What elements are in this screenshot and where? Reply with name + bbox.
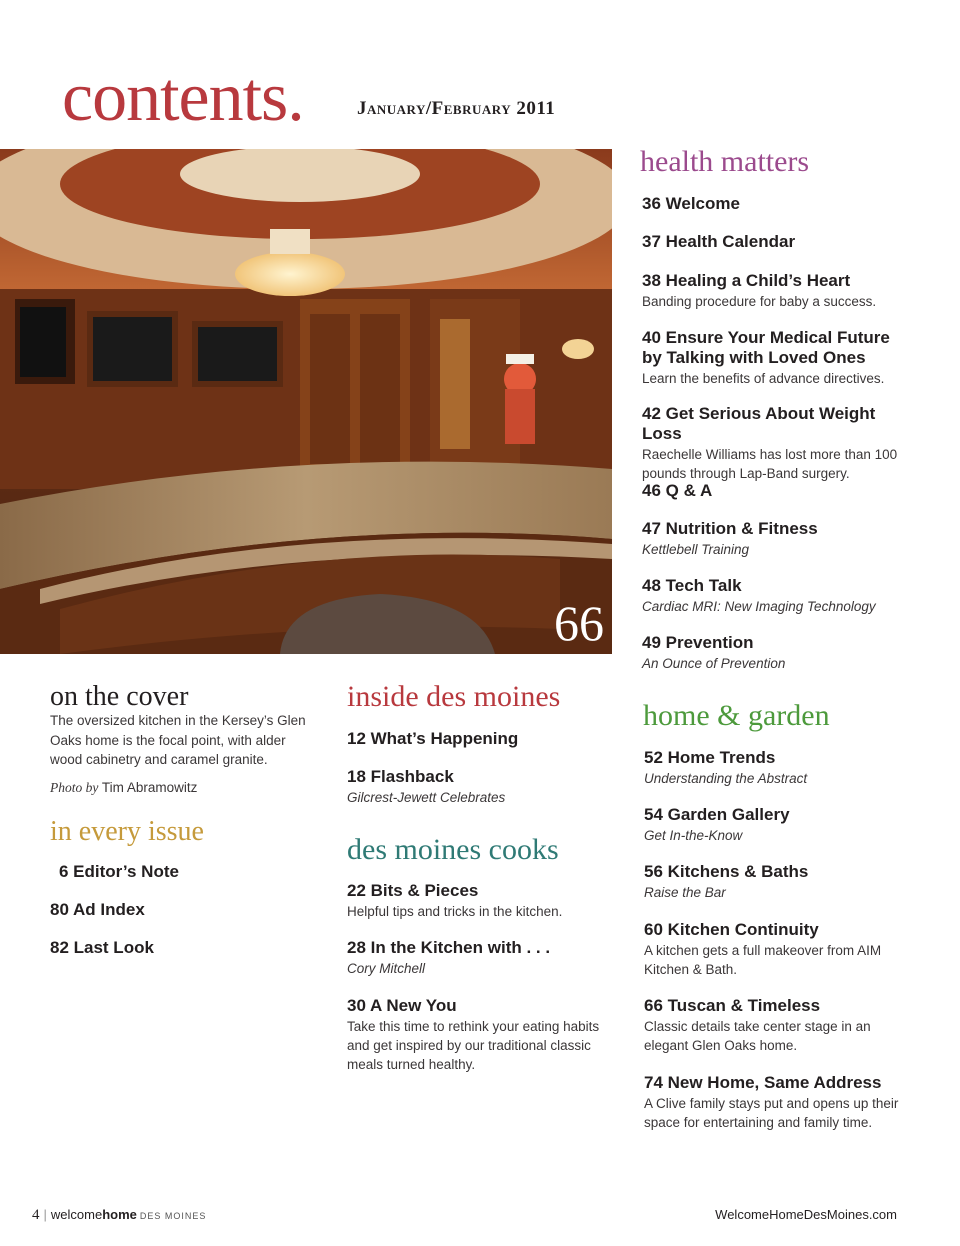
toc-entry[interactable] bbox=[347, 881, 617, 921]
toc-entry-title: 6 Editor’s Note bbox=[59, 862, 179, 881]
toc-entry-title: 12 What’s Happening bbox=[347, 729, 519, 748]
toc-entry-title: 30 A New You bbox=[347, 996, 457, 1015]
toc-entry-title: 37 Health Calendar bbox=[642, 232, 796, 251]
footer-divider: | bbox=[43, 1207, 47, 1222]
toc-entry-description: Understanding the Abstract bbox=[644, 771, 808, 786]
toc-entry-title: 38 Healing a Child’s Heart bbox=[642, 271, 851, 290]
brand-home: home bbox=[102, 1207, 137, 1222]
toc-entry[interactable] bbox=[642, 271, 912, 311]
toc-entry-description: Take this time to rethink your eating habits and get inspired by our traditional classic meals turned healthy. bbox=[347, 1019, 600, 1072]
toc-entry-description: Learn the benefits of advance directives. bbox=[642, 371, 885, 386]
toc-entry[interactable] bbox=[644, 1073, 906, 1132]
website-link[interactable]: WelcomeHomeDesMoines.com bbox=[715, 1207, 897, 1222]
toc-entry[interactable] bbox=[642, 232, 912, 252]
toc-entry-title: 54 Garden Gallery bbox=[644, 805, 790, 824]
toc-entry-description: Cory Mitchell bbox=[347, 961, 426, 976]
toc-entry-title: 22 Bits & Pieces bbox=[347, 881, 479, 900]
toc-entry[interactable] bbox=[347, 767, 617, 807]
toc-entry-description: Raechelle Williams has lost more than 100 pounds through Lap-Band surgery. bbox=[642, 447, 898, 481]
toc-entry[interactable] bbox=[644, 862, 914, 902]
cover-description: The oversized kitchen in the Kersey’s Glen Oaks home is the focal point, with alder wood cabinetry and caramel granite. bbox=[50, 713, 306, 767]
toc-entry-description: Classic details take center stage in an elegant Glen Oaks home. bbox=[644, 1019, 871, 1053]
toc-entry-title: 52 Home Trends bbox=[644, 748, 776, 767]
toc-entry-title: 48 Tech Talk bbox=[642, 576, 742, 595]
toc-entry[interactable] bbox=[642, 576, 912, 616]
toc-entry-title: 46 Q & A bbox=[642, 481, 713, 500]
toc-entry[interactable] bbox=[50, 900, 320, 920]
section-title-in-every-issue: in every issue bbox=[50, 816, 204, 847]
kitchen-illustration bbox=[0, 149, 612, 654]
toc-entry-description: A kitchen gets a full makeover from AIM Kitchen & Bath. bbox=[644, 943, 882, 977]
toc-entry-title: 82 Last Look bbox=[50, 938, 154, 957]
toc-entry-description: An Ounce of Prevention bbox=[642, 656, 786, 671]
toc-entry[interactable] bbox=[347, 729, 617, 749]
toc-entry-title: 60 Kitchen Continuity bbox=[644, 920, 819, 939]
toc-entry-title: 47 Nutrition & Fitness bbox=[642, 519, 818, 538]
toc-entry-description: Cardiac MRI: New Imaging Technology bbox=[642, 599, 876, 614]
toc-entry-description: Gilcrest-Jewett Celebrates bbox=[347, 790, 506, 805]
toc-entry[interactable] bbox=[644, 920, 902, 979]
toc-entry[interactable] bbox=[644, 996, 894, 1055]
toc-entry-description: Banding procedure for baby a success. bbox=[642, 294, 877, 309]
photo-credit-name: Tim Abramowitz bbox=[101, 780, 198, 795]
photo-credit bbox=[50, 780, 197, 796]
toc-entry-title: 56 Kitchens & Baths bbox=[644, 862, 809, 881]
toc-entry-title: 40 Ensure Your Medical Future by Talking with Loved Ones bbox=[642, 328, 890, 367]
toc-entry[interactable] bbox=[644, 748, 914, 788]
toc-entry[interactable] bbox=[642, 404, 904, 483]
toc-entry[interactable] bbox=[642, 328, 904, 388]
page-title: contents. bbox=[62, 59, 304, 136]
toc-entry-description: Raise the Bar bbox=[644, 885, 726, 900]
toc-entry-title: 42 Get Serious About Weight Loss bbox=[642, 404, 876, 443]
cover-photo bbox=[0, 149, 612, 654]
issue-date: January/February 2011 bbox=[357, 98, 556, 119]
page-number: 4 bbox=[32, 1207, 40, 1223]
toc-entry[interactable] bbox=[644, 805, 914, 845]
toc-entry[interactable] bbox=[59, 862, 329, 882]
toc-entry-title: 36 Welcome bbox=[642, 194, 740, 213]
toc-entry-title: 28 In the Kitchen with . . . bbox=[347, 938, 551, 957]
toc-entry[interactable] bbox=[347, 938, 617, 978]
toc-entry-title: 80 Ad Index bbox=[50, 900, 145, 919]
toc-entry-title: 66 Tuscan & Timeless bbox=[644, 996, 821, 1015]
toc-entry[interactable] bbox=[347, 996, 615, 1074]
toc-entry[interactable] bbox=[642, 194, 912, 214]
toc-entry[interactable] bbox=[642, 519, 912, 559]
section-title-home-garden: home & garden bbox=[643, 699, 830, 732]
toc-entry-description: A Clive family stays put and opens up their space for entertaining and family time. bbox=[644, 1096, 899, 1130]
toc-entry-description: Kettlebell Training bbox=[642, 542, 750, 557]
toc-entry-description: Get In-the-Know bbox=[644, 828, 743, 843]
section-title-on-the-cover: on the cover bbox=[50, 681, 189, 712]
toc-entry[interactable] bbox=[642, 481, 912, 501]
cover-page-number: 66 bbox=[554, 595, 604, 651]
section-title-des-moines-cooks: des moines cooks bbox=[347, 833, 559, 866]
footer-folio bbox=[32, 1207, 206, 1224]
toc-entry-title: 49 Prevention bbox=[642, 633, 754, 652]
brand-city: DES MOINES bbox=[139, 1211, 207, 1221]
photo-credit-prefix: Photo by bbox=[50, 780, 99, 795]
toc-entry[interactable] bbox=[642, 633, 912, 673]
toc-entry-title: 74 New Home, Same Address bbox=[644, 1073, 882, 1092]
toc-entry-description: Helpful tips and tricks in the kitchen. bbox=[347, 904, 563, 919]
section-title-health-matters: health matters bbox=[640, 145, 810, 178]
toc-entry-title: 18 Flashback bbox=[347, 767, 454, 786]
brand-welcome: welcome bbox=[50, 1207, 103, 1222]
toc-entry[interactable] bbox=[50, 938, 320, 958]
section-title-inside-des-moines: inside des moines bbox=[347, 680, 561, 713]
